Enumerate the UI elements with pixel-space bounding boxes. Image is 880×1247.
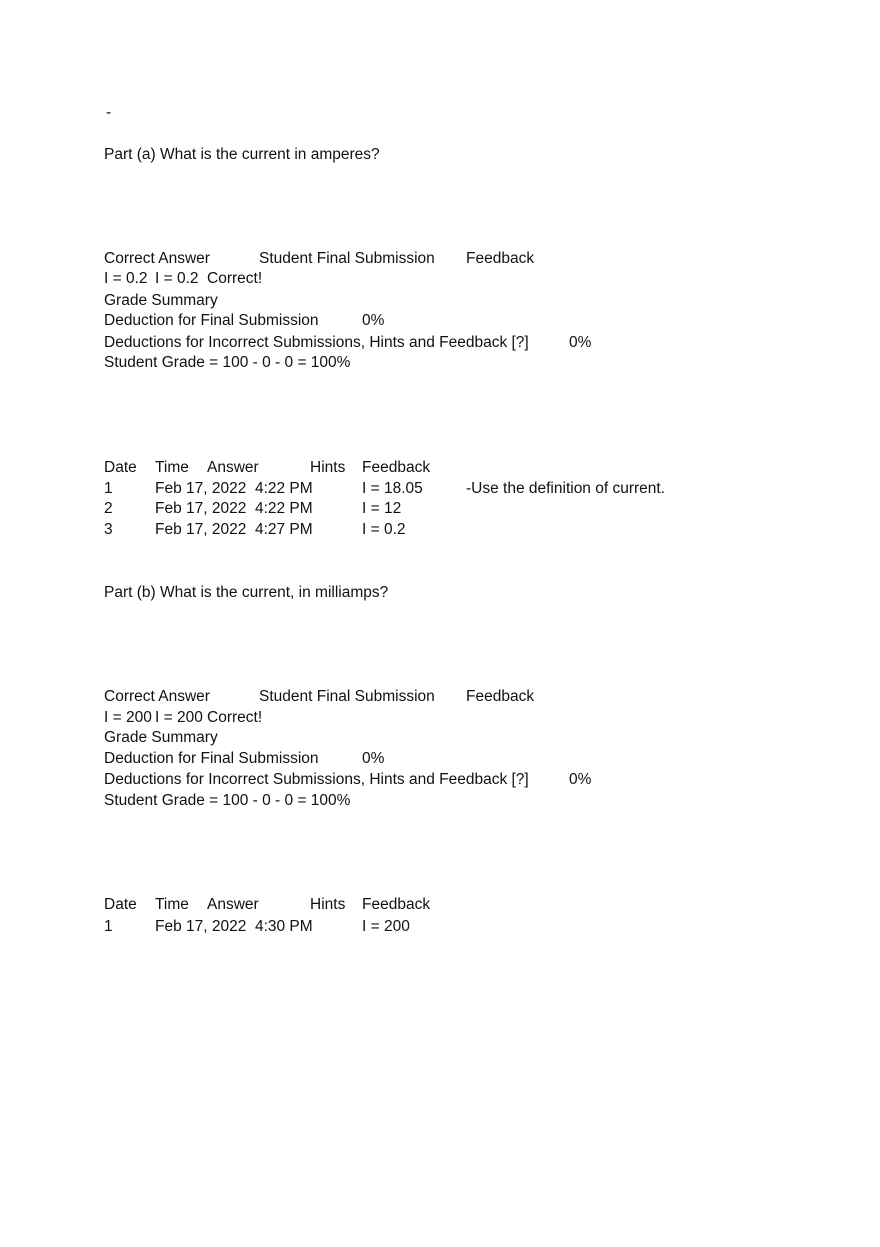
part-b-header-correct-answer: Correct Answer [104,688,210,705]
part-b-history-row-1-answer: I = 200 [362,918,410,935]
part-b-history-header-date: Date [104,896,137,913]
part-a-history-row-2-answer: I = 12 [362,500,402,517]
part-b-history-row-1-datetime: Feb 17, 2022 4:30 PM [155,918,313,935]
part-a-header-feedback: Feedback [466,250,535,267]
part-a-final-deduction-label: Deduction for Final Submission [104,312,319,329]
part-a-history-header-date: Date [104,459,137,476]
part-b-incorrect-deductions-value: 0% [569,771,592,788]
part-b-history-header-time: Time [155,896,189,913]
leading-dash: - [106,104,112,121]
part-a-history-row-1-feedback: -Use the definition of current. [466,480,666,497]
part-a-history-header-answer: Answer [207,459,259,476]
part-a-history-row-2-datetime: Feb 17, 2022 4:22 PM [155,500,313,517]
part-a-incorrect-deductions-label: Deductions for Incorrect Submissions, Hints and Feedback [?] [104,334,529,351]
part-b-history-header-hints: Hints [310,896,346,913]
part-a-student-grade: Student Grade = 100 - 0 - 0 = 100% [104,354,351,371]
part-b-history-header-feedback: Feedback [362,896,431,913]
part-a-student-answer: I = 0.2 [155,270,199,287]
part-b-history-header-answer: Answer [207,896,259,913]
part-a-header-student-final-submission: Student Final Submission [259,250,435,267]
part-a-history-header-time: Time [155,459,189,476]
part-b-history-row-1-num: 1 [104,918,113,935]
part-b-answer-feedback: Correct! [207,709,263,726]
part-a-answer-feedback: Correct! [207,270,263,287]
part-a-history-header-feedback: Feedback [362,459,431,476]
part-b-student-answer: I = 200 [155,709,203,726]
part-b-student-grade: Student Grade = 100 - 0 - 0 = 100% [104,792,351,809]
part-b-grade-summary-title: Grade Summary [104,729,218,746]
part-a-history-row-3-answer: I = 0.2 [362,521,406,538]
part-a-history-row-3-datetime: Feb 17, 2022 4:27 PM [155,521,313,538]
part-b-final-deduction-label: Deduction for Final Submission [104,750,319,767]
part-a-history-row-3-num: 3 [104,521,113,538]
part-b-header-feedback: Feedback [466,688,535,705]
part-b-correct-answer: I = 200 [104,709,152,726]
part-a-history-row-1-datetime: Feb 17, 2022 4:22 PM [155,480,313,497]
part-a-history-header-hints: Hints [310,459,346,476]
part-a-final-deduction-value: 0% [362,312,385,329]
part-b-final-deduction-value: 0% [362,750,385,767]
part-a-question: Part (a) What is the current in amperes? [104,146,380,163]
part-a-history-row-2-num: 2 [104,500,113,517]
part-a-header-correct-answer: Correct Answer [104,250,210,267]
part-a-incorrect-deductions-value: 0% [569,334,592,351]
part-a-history-row-1-answer: I = 18.05 [362,480,423,497]
part-b-header-student-final-submission: Student Final Submission [259,688,435,705]
part-a-history-row-1-num: 1 [104,480,113,497]
part-b-question: Part (b) What is the current, in milliamps? [104,584,389,601]
part-a-correct-answer: I = 0.2 [104,270,148,287]
part-b-incorrect-deductions-label: Deductions for Incorrect Submissions, Hints and Feedback [?] [104,771,529,788]
part-a-grade-summary-title: Grade Summary [104,292,218,309]
